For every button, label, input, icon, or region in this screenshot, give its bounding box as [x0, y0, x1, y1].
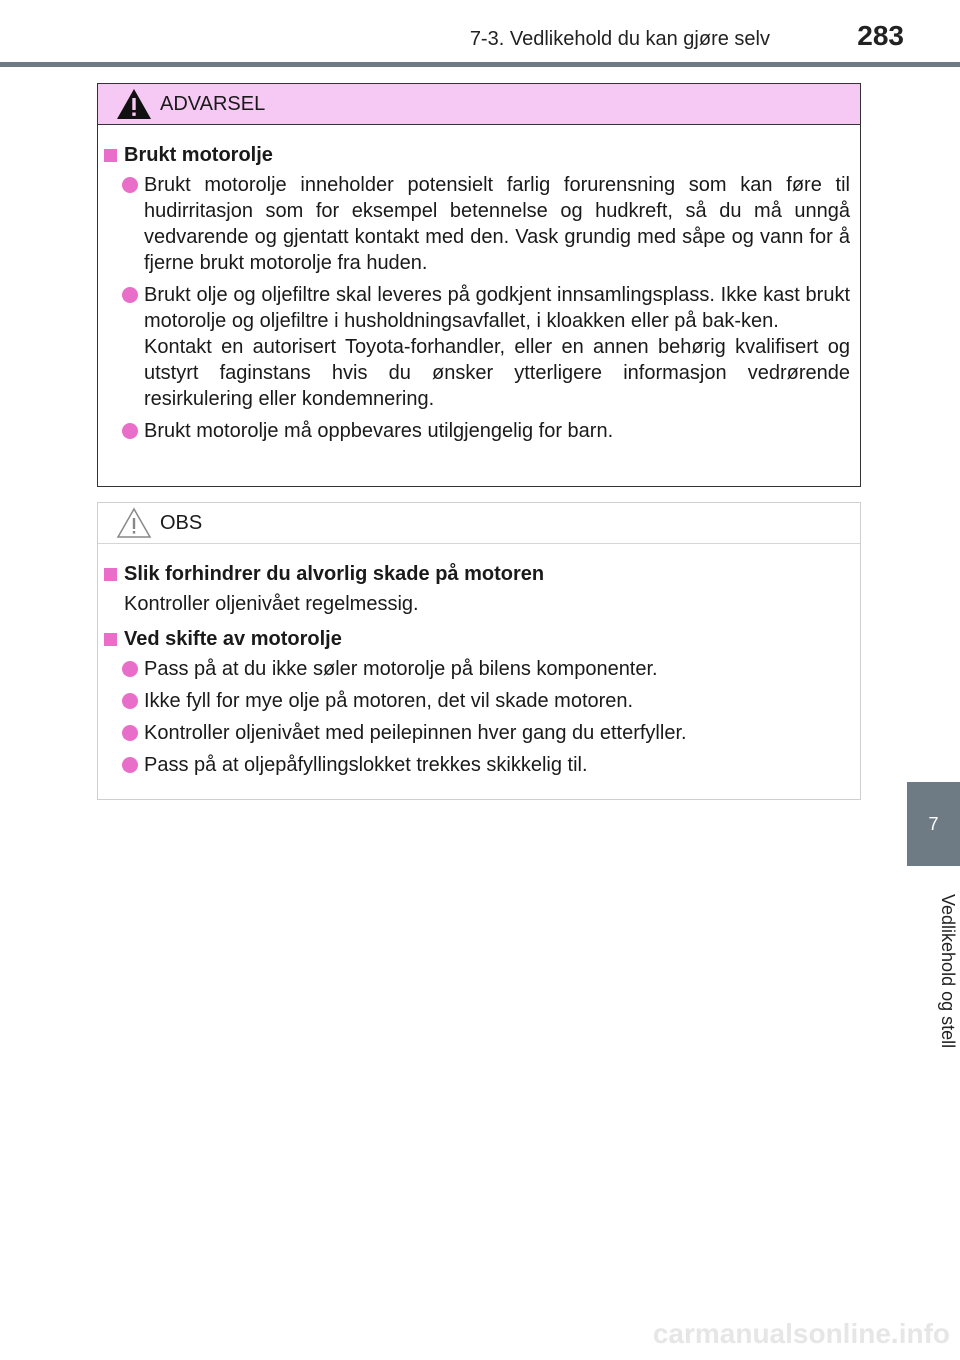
- warning-section-title: [104, 141, 850, 169]
- bullet-dot-icon: [122, 423, 138, 439]
- square-bullet-icon: [104, 149, 117, 162]
- notice-section-text: Kontroller oljenivået regelmessig.: [124, 593, 419, 615]
- bullet-text: Pass på at du ikke søler motorolje på bilens komponenter.: [144, 658, 658, 680]
- bullet-text: Pass på at oljepåfyllingslokket trekkes skikkelig til.: [144, 754, 588, 776]
- notice-heading: OBS: [160, 511, 203, 534]
- list-item: [104, 172, 850, 276]
- notice-header: [98, 503, 860, 544]
- bullet-text: Brukt motorolje må oppbevares utilgjengelig for barn.: [144, 420, 614, 442]
- notice-section-title: [104, 625, 850, 653]
- bullet-text: Ikke fyll for mye olje på motoren, det vil skade motoren.: [144, 690, 634, 712]
- bullet-dot-icon: [122, 177, 138, 193]
- warning-heading: ADVARSEL: [160, 92, 266, 115]
- list-item: [104, 688, 850, 714]
- warning-body: [98, 125, 860, 444]
- list-item: [104, 418, 850, 444]
- notice-section-title: [104, 560, 850, 588]
- bullet-dot-icon: [122, 725, 138, 741]
- bullet-dot-icon: [122, 693, 138, 709]
- bullet-continuation: Kontakt en autorisert Toyota-forhandler, eller en annen behørig kvalifisert og utstyrt faginstans hvis du ønsker ytterligere informasjon vedrørende resirkulering eller kondemnering.: [144, 336, 850, 410]
- chapter-tab[interactable]: [907, 782, 960, 866]
- warning-triangle-icon: [116, 88, 152, 120]
- notice-box: [97, 502, 861, 800]
- header-divider: [0, 62, 960, 67]
- warning-section-title-text: Brukt motorolje: [124, 144, 273, 166]
- page-section-title: 7-3. Vedlikehold du kan gjøre selv: [469, 28, 770, 50]
- watermark: carmanualsonline.info: [652, 1318, 950, 1349]
- notice-body: [98, 544, 860, 778]
- bullet-text: Kontroller oljenivået med peilepinnen hver gang du etterfyller.: [144, 722, 687, 744]
- bullet-text: Brukt olje og oljefiltre skal leveres på godkjent innsamlingsplass. Ikke kast brukt motorolje og oljefiltre i husholdningsavfallet, i kloakken eller på bak-ken.: [144, 284, 850, 332]
- bullet-text: Brukt motorolje inneholder potensielt farlig forurensning som kan føre til hudirritasjon som for eksempel betennelse og hudkreft, så du må unngå vedvarende og gjentatt kontakt med den. Vask grundig med såpe og vann for å fjerne brukt motorolje fra huden.: [144, 174, 850, 274]
- chapter-label: Vedlikehold og stell: [938, 893, 958, 1049]
- chapter-number: 7: [928, 813, 939, 834]
- notice-section-title-text: Ved skifte av motorolje: [124, 628, 342, 650]
- bullet-text-group: [144, 282, 850, 412]
- bullet-dot-icon: [122, 757, 138, 773]
- list-item: [104, 720, 850, 746]
- list-item: [104, 656, 850, 682]
- list-item: [104, 282, 850, 412]
- bullet-dot-icon: [122, 287, 138, 303]
- notice-section-title-text: Slik forhindrer du alvorlig skade på motoren: [124, 563, 545, 585]
- square-bullet-icon: [104, 568, 117, 581]
- list-item: [104, 752, 850, 778]
- warning-header: [98, 84, 860, 125]
- page-number: 283: [857, 20, 904, 51]
- bullet-dot-icon: [122, 661, 138, 677]
- caution-triangle-outline-icon: [116, 507, 152, 539]
- square-bullet-icon: [104, 633, 117, 646]
- warning-box: [97, 83, 861, 487]
